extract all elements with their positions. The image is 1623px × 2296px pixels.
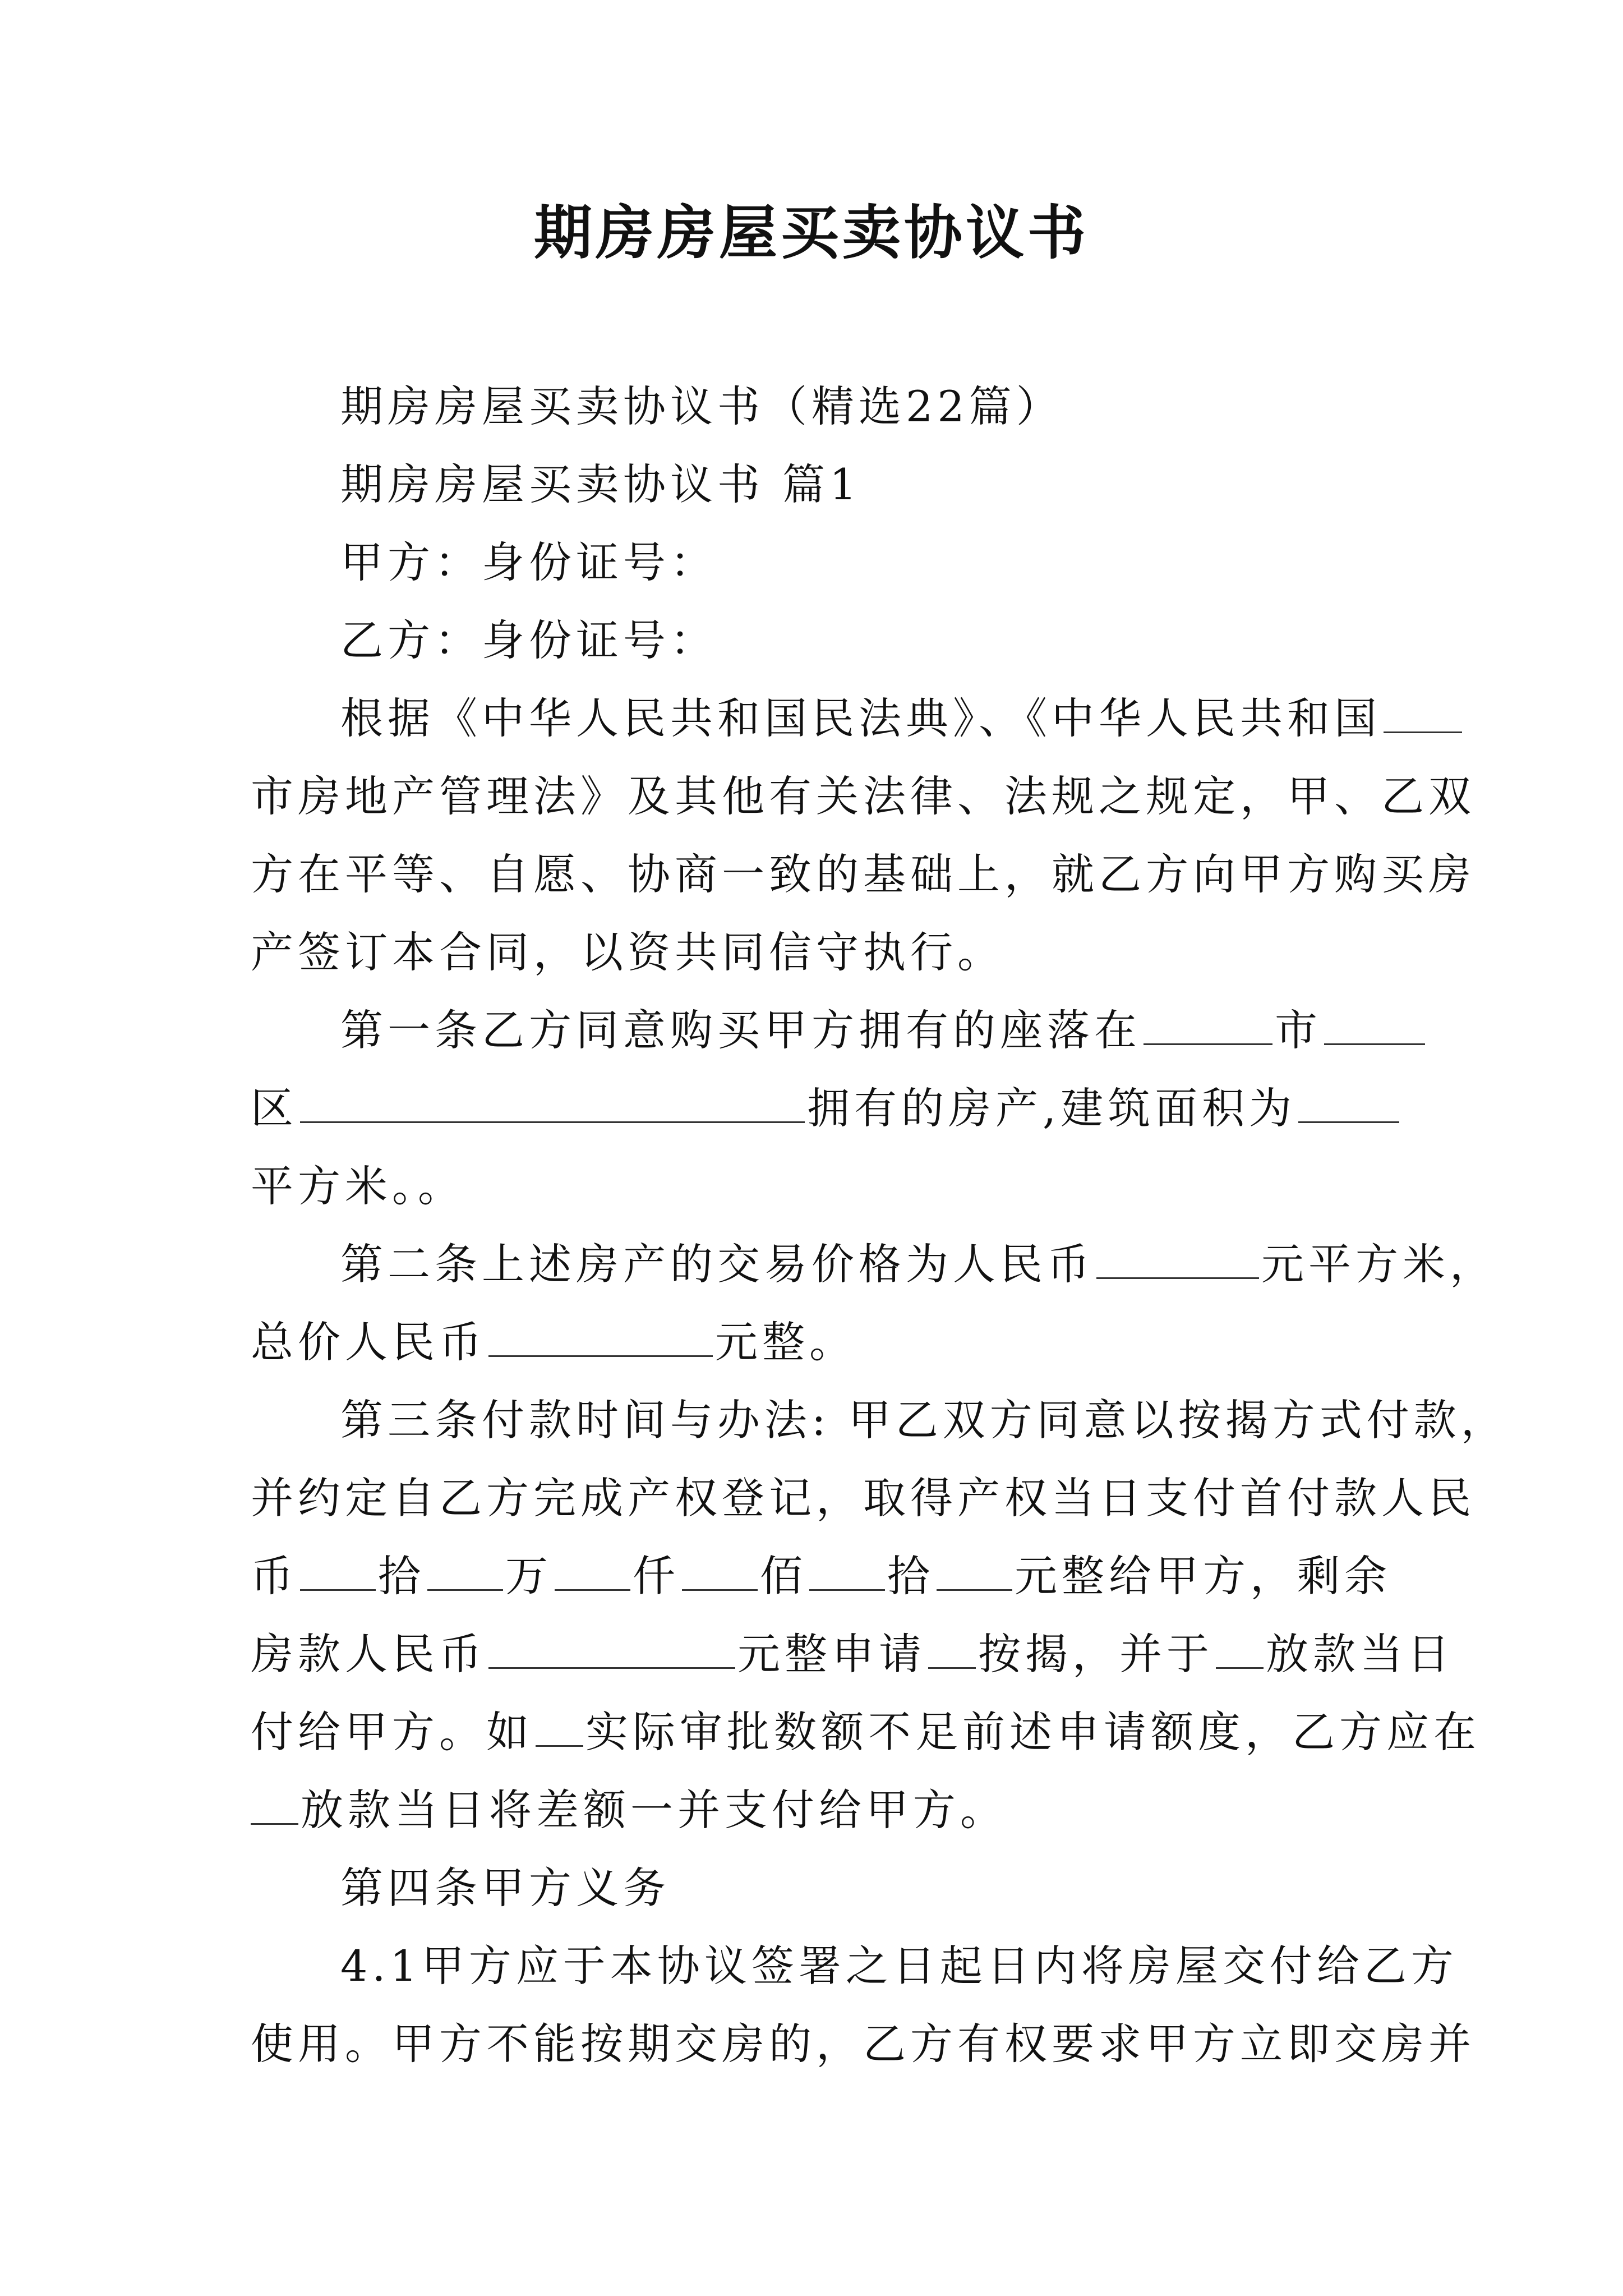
article-heading-text: 期房房屋买卖协议书 篇1 <box>340 459 861 509</box>
text-segment: 元整给甲方，剩余 <box>1015 1551 1391 1601</box>
fill-blank <box>300 1551 376 1591</box>
fill-blank <box>1144 1005 1272 1045</box>
text-line <box>251 1225 1497 1303</box>
party-a-text: 甲方：身份证号： <box>340 537 717 587</box>
fill-blank <box>682 1551 758 1591</box>
text-segment: 房款人民币 <box>251 1629 486 1679</box>
text-line: 平方米。。 <box>251 1161 465 1211</box>
fill-blank <box>1216 1629 1264 1669</box>
fill-blank <box>488 1629 735 1669</box>
text-line: 方在平等、自愿、协商一致的基础上，就乙方向甲方购买房 <box>251 849 1476 899</box>
paragraph-article-3 <box>251 1381 1508 1849</box>
paragraph-collection-title <box>251 367 1389 445</box>
text-segment: 佰 <box>760 1551 807 1601</box>
text-segment: 放款当日 <box>1266 1629 1454 1679</box>
paragraph-article-4-heading <box>251 1849 1389 1927</box>
text-line: 使用。甲方不能按期交房的，乙方有权要求甲方立即交房并 <box>251 2019 1476 2069</box>
document-body <box>251 367 1508 2083</box>
text-segment: 付给甲方。如 <box>251 1707 533 1757</box>
text-segment: 市 <box>1275 1005 1322 1055</box>
fill-blank <box>427 1551 503 1591</box>
text-segment: 拾 <box>378 1551 425 1601</box>
text-segment: 区 <box>251 1083 298 1133</box>
paragraph-party-b <box>251 601 1389 679</box>
paragraph-legal-basis <box>251 679 1476 991</box>
text-segment: 第一条乙方同意购买甲方拥有的座落在 <box>340 1005 1141 1055</box>
text-line <box>251 1537 1389 1615</box>
text-segment: 仟 <box>633 1551 680 1601</box>
fill-blank <box>300 1083 805 1123</box>
fill-blank <box>488 1317 713 1357</box>
text-line: 4.1甲方应于本协议签署之日起日内将房屋交付给乙方 <box>340 1941 1458 1991</box>
text-line: 市房地产管理法》及其他有关法律、法规之规定，甲、乙双 <box>251 771 1476 821</box>
text-segment: 第二条上述房产的交易价格为人民币 <box>340 1239 1094 1289</box>
text-segment: 元整申请 <box>737 1629 926 1679</box>
fill-blank <box>251 1785 298 1825</box>
text-line <box>251 679 1389 757</box>
text-line: 产签订本合同，以资共同信守执行。 <box>251 927 1004 977</box>
fill-blank <box>1096 1239 1259 1279</box>
text-line <box>251 991 1389 1069</box>
fill-blank <box>1324 1005 1425 1045</box>
text-line <box>251 1771 1389 1849</box>
text-segment: 按揭，并于 <box>978 1629 1214 1679</box>
text-segment: 实际审批数额不足前述申请额度，乙方应在 <box>585 1707 1481 1757</box>
text-line <box>251 1615 1454 1693</box>
text-segment: 放款当日将差额一并支付给甲方。 <box>301 1785 1007 1835</box>
paragraph-article-1 <box>251 991 1389 1225</box>
party-b-text: 乙方：身份证号： <box>340 615 717 665</box>
fill-blank <box>536 1707 583 1747</box>
article-4-heading-text: 第四条甲方义务 <box>340 1863 670 1913</box>
text-segment: 根据《中华人民共和国民法典》、《中华人民共和国 <box>340 693 1381 743</box>
text-line: 并约定自乙方完成产权登记，取得产权当日支付首付款人民 <box>251 1473 1476 1523</box>
fill-blank <box>809 1551 885 1591</box>
paragraph-clause-4-1 <box>251 1927 1476 2083</box>
document-title: 期房房屋买卖协议书 <box>533 198 1089 267</box>
text-segment: 总价人民币 <box>251 1317 486 1367</box>
text-segment: 元平方米， <box>1261 1239 1497 1289</box>
paragraph-party-a <box>251 523 1389 601</box>
text-segment: 币 <box>251 1551 298 1601</box>
fill-blank <box>937 1551 1012 1591</box>
text-line <box>251 1069 1389 1147</box>
text-segment: 元整。 <box>715 1317 856 1367</box>
paragraph-article-2 <box>251 1225 1497 1381</box>
fill-blank <box>1384 693 1462 733</box>
fill-blank <box>1298 1083 1399 1123</box>
fill-blank <box>555 1551 630 1591</box>
text-segment: 拥有的房产,建筑面积为 <box>807 1083 1297 1133</box>
text-line <box>251 1693 1481 1771</box>
fill-blank <box>928 1629 976 1669</box>
text-line <box>251 1303 1389 1381</box>
text-segment: 万 <box>505 1551 552 1601</box>
collection-title-text: 期房房屋买卖协议书（精选22篇） <box>340 381 1063 431</box>
paragraph-article-heading <box>251 445 1389 523</box>
text-line: 第三条付款时间与办法: 甲乙双方同意以按揭方式付款， <box>340 1395 1508 1445</box>
text-segment: 拾 <box>887 1551 934 1601</box>
